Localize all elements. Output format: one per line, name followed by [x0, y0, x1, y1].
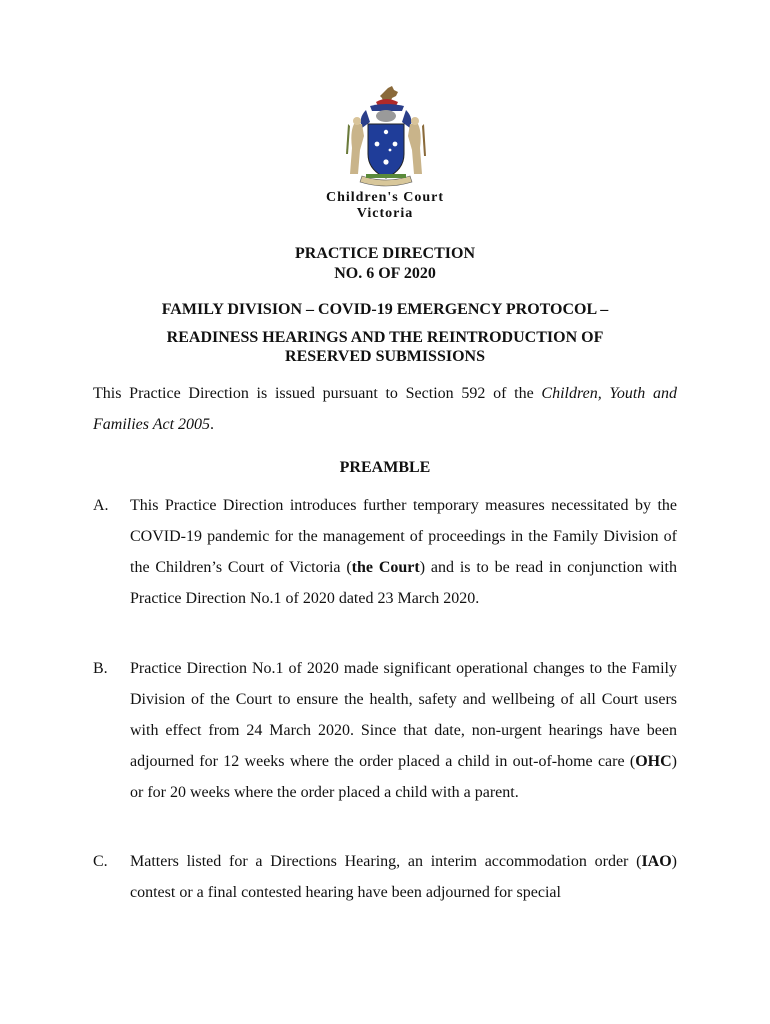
item-b-label: B. [93, 660, 108, 677]
preamble-heading: PREAMBLE [339, 459, 431, 476]
item-a-text-2: ) and is to be read in conjunction with Practice Direction No.1 of 2020 dated 23 March 2020. [130, 559, 678, 607]
item-b-defined-term: OHC [635, 753, 672, 770]
subtitle-line1: FAMILY DIVISION – COVID-19 EMERGENCY PROTOCOL – [161, 301, 609, 318]
item-a-text [130, 490, 677, 614]
item-c-text-2: ) contest or a final contested hearing have been adjourned for special [130, 853, 677, 901]
court-name-line1: Children's Court [325, 190, 445, 205]
item-c-defined-term: IAO [641, 853, 672, 870]
item-b-text-2: ) or for 20 weeks where the order placed a child with a parent. [130, 753, 677, 801]
item-b-text [130, 653, 677, 808]
item-a-defined-term: the Court [351, 559, 420, 576]
court-name-line2: Victoria [356, 206, 414, 221]
intro-end: . [210, 416, 215, 433]
item-c-label: C. [93, 853, 108, 870]
item-c-text [130, 846, 677, 908]
intro-paragraph [93, 378, 677, 440]
victoria-coat-of-arms-icon [336, 84, 436, 190]
subtitle-line3: RESERVED SUBMISSIONS [285, 348, 485, 365]
item-b-text-1: Practice Direction No.1 of 2020 made significant operational changes to the Family Division of the Court to ensure the health, safety and wellbeing of all Court users with effect from 24 March 2020. Since that date, non-urgent hearings have been adjourned for 12 weeks where the order placed a child in out-of-home care ( [130, 660, 677, 770]
act-name: Children, Youth and Families Act 2005 [93, 385, 677, 433]
item-c-text-1: Matters listed for a Directions Hearing, an interim accommodation order ( [130, 853, 642, 870]
item-a-label: A. [93, 497, 109, 514]
document-title: PRACTICE DIRECTION [294, 245, 476, 262]
document-number: NO. 6 OF 2020 [334, 265, 436, 282]
intro-text: This Practice Direction is issued pursuant to Section 592 of the [93, 385, 542, 402]
subtitle-line2: READINESS HEARINGS AND THE REINTRODUCTION OF [166, 329, 604, 346]
item-a-text-1: This Practice Direction introduces further temporary measures necessitated by the COVID-19 pandemic for the management of proceedings in the Family Division of the Children’s Court of Victoria ( [130, 497, 677, 576]
